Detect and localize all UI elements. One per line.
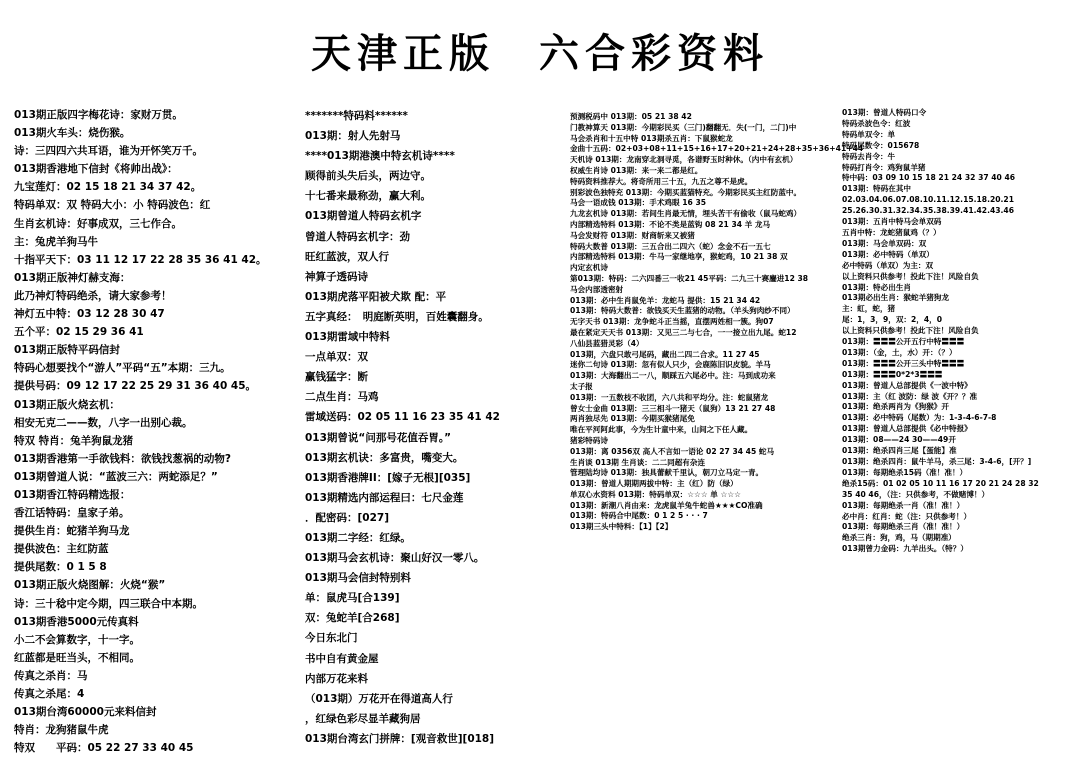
col4-line: 绝杀三肖：狗，鸡，马（期期准） [842, 533, 956, 543]
title-right: 六合彩资料 [539, 30, 769, 77]
col4-line: 必中肖：红肖：蛇（注：只供参考！） [842, 511, 972, 521]
col1-line: 013期香江特码精选报： [14, 488, 131, 501]
col2-line: *******特码料****** [305, 110, 408, 122]
col4-line: 013期：〓〓〓公开三头中特〓〓〓 [842, 358, 965, 368]
col4-line: 013期：曾道人特码口令 [842, 108, 927, 117]
column-4 [842, 108, 1078, 555]
col3-line: 013期：必中生肖鼠免羊：龙蛇马 提供：15 21 34 42 [570, 295, 761, 305]
column-3 [570, 112, 864, 533]
col1-line: 生肖玄机诗：好事成双，三七作合。 [14, 217, 182, 230]
col3-line: 特码资料推荐大。将奇所用三十五，九五之尊不是虎。 [570, 176, 753, 186]
col3-line: 013期：大海翻出二一八，顺踩五六尾必中。注：马到成功来 [570, 371, 776, 381]
col3-line: 无字天书 013期：龙争蛇斗正当摇，直摆两姓相一簇。狗07 [570, 317, 774, 327]
col4-line: 特码杀波色令：红波 [842, 118, 911, 128]
col4-line: 013期：每期绝杀一肖（准！准！） [842, 500, 965, 510]
col3-line: 马会发财符 013期：财商斩来又被猪 [570, 230, 695, 240]
col4-line: 013期：特码在其中 [842, 184, 912, 194]
col4-line: 013期：必中特码（尾数）为：1-3-4-6-7-8 [842, 413, 997, 423]
col1-line: 013期火车头：烧伤猴。 [14, 127, 131, 140]
title-left: 天津正版 [311, 30, 495, 77]
col3-line: 013期：特码合中尾数：0 1 2 5 · · · 7 [570, 511, 708, 521]
col4-line: 013期：08——24 30——49开 [842, 435, 956, 445]
col2-line: 013期精选内部运程曰：七尺金莲 [305, 491, 464, 504]
col4-line: 013期：特必出生肖 [842, 282, 912, 292]
col2-line: 顾得前头失后头，两边守。 [305, 170, 431, 183]
col4-line: 以上资料只供参考！投此下注！风险自负 [842, 271, 979, 281]
col4-line: 25.26.30.31.32.34.35.38.39.41.42.43.46 [842, 206, 1014, 216]
col3-line: 预测税码中 013期：05 21 38 42 [570, 112, 692, 121]
col4-line: 绝杀15码：01 02 05 10 11 16 17 20 21 24 28 32 [842, 478, 1039, 488]
col3-line: 迷你二句诗 013期：忽有似人只少，会鹿陈旧识皮貌。羊马 [570, 360, 771, 370]
col3-line: 唯在平河阿此事，今为生计童中来，山间之下任人藏。 [570, 425, 753, 435]
col1-line: 特双 特肖：兔羊狗鼠龙猪 [14, 434, 134, 447]
col1-line: 诗：三十稔中定今期，四三联合中本期。 [14, 597, 203, 610]
col1-line: 013期香港第一手欲钱料：欲钱找葱祸的动物? [14, 452, 232, 465]
col2-line: 013期曾说“问那号花值吞胃。” [305, 431, 451, 444]
col1-line: 013期正版火烧玄机： [14, 398, 120, 411]
col1-line: 诗：三四四六共耳语，谁为开怀笑万千。 [14, 145, 203, 158]
col1-line: 相安无克二——数，八字一出别心裁。 [14, 416, 193, 429]
col4-line: 013期：绝杀四肖三尾【蛋能】准 [842, 446, 957, 456]
col3-line: 013期：离 0356双 高人不言如一语论 02 27 34 45 蛇马 [570, 446, 775, 456]
col3-line: 单双心水资料 013期：特码单双：☆☆☆ 单 ☆☆☆ [570, 489, 741, 499]
col4-line: 013期：每期绝杀三肖（准！准！） [842, 522, 965, 532]
col2-line: ，红绿色彩尽显羊藏狗居 [305, 712, 421, 725]
col2-line: 013期：射人先射马 [305, 130, 401, 143]
col3-line: 内部精选特料 013期：牛马一家继地享，猴蛇鸡，10 21 38 双 [570, 252, 788, 262]
col1-line: 五个平：02 15 29 36 41 [14, 326, 144, 339]
col2-line: 旺红蓝波，双人行 [305, 250, 389, 263]
col1-line: 013期香港地下信封《将帅出战》： [14, 163, 178, 176]
col2-line: 013期虎落平阳被犬欺 配：平 [305, 290, 447, 303]
col3-line: 九龙玄机诗 013期：若间生肖最无情，埋头苦干有偷收（鼠马蛇鸡） [570, 209, 802, 219]
col3-line: 别彩波色独特充 013期：今期买蓝猫特充。今期彩民买主红防蓝中。 [570, 187, 802, 197]
col3-line: 天机诗 013期：龙南穿北洞寻觅，各谱野玉时种休。（内中有玄机） [570, 155, 798, 165]
col4-line: 013期：必中特码（单双） [842, 249, 934, 259]
col3-line: 第013期：特码：二六四番三一收21 45平码：二九三十赛鏖进12 38 [570, 273, 809, 283]
col4-line: 35 40 46，（注：只供参考，不做赌博！） [842, 489, 990, 499]
col1-line: 小二不会算数字，十一字。 [14, 633, 140, 646]
col4-line: 013期必出生肖：猴蛇羊猪狗龙 [842, 293, 949, 303]
col2-line: 一点单双：双 [305, 351, 368, 364]
col1-line: 提供波色：主红防蓝 [14, 543, 109, 556]
col3-line: 管理陆均诗 013期：独具蕾献千里认，朝刀立马定一青。 [570, 468, 764, 478]
col4-line: 特码尾数令：015678 [842, 140, 920, 150]
col3-line: 门教神算天 013期：今期彩民买（三门)翻翻无．失(一门，二门)中 [570, 122, 797, 132]
col1-line: 特码心想要找个“游人”平码“五”本期：三九。 [14, 362, 231, 375]
col2-line: 雷域送码：02 05 11 16 23 35 41 42 [305, 411, 500, 424]
col1-line: 013期曾道人说：“蓝波三六：两蛇添足？” [14, 470, 218, 483]
col3-line: 特码大数普 013期：三五合出二四六（蛇）念金不石一五七 [570, 241, 771, 251]
col2-line: 013期香港牌II：[嫁子无根][035] [305, 471, 471, 484]
col1-line: 013期台湾60000元来料信封 [14, 706, 157, 719]
col3-line: 013期：特码大数普：欲钱买天生蓝猪的动物。（羊头狗肉纱不同） [570, 306, 795, 316]
col1-line: 九宝莲灯：02 15 18 21 34 37 42。 [14, 181, 202, 194]
col3-line: 太子报 [570, 381, 593, 391]
col4-line: 013期：曾道人总部提供《一波中特》 [842, 380, 972, 390]
col3-line: 最在紧定天天书 013期：又见三二与七合，一一接立出九尾。蛇12 [570, 327, 797, 337]
column-1 [14, 106, 297, 757]
col1-line: 013期正版神灯赫支海： [14, 271, 131, 284]
col2-line: 书中自有黄金屋 [305, 652, 379, 665]
col3-line: 马会内部透密射 [570, 284, 624, 294]
col4-line: 013期：主（红 波防：绿 波《开？？准 [842, 391, 978, 401]
col2-line: 013期玄机诀：多富贵，嘴变大。 [305, 451, 464, 464]
col4-line: 五肖中特：龙蛇猪鼠鸡（？） [842, 227, 941, 237]
col3-line: 曾女士金曲 013期：三三相斗一猪天（鼠狗）13 21 27 48 [570, 403, 776, 413]
col2-line: 013期马会玄机诗：聚山好汉一零八。 [305, 552, 485, 565]
col4-line: 013期：曾道人总部提供《必中特报》 [842, 424, 972, 434]
col1-line: 十指平天下：03 11 12 17 22 28 35 36 41 42。 [14, 253, 267, 266]
col4-line: 特中码：03 09 10 15 18 21 24 32 37 40 46 [842, 173, 1016, 183]
col2-line: 013期马会信封特别料 [305, 572, 411, 585]
col1-line: 特双 平码：05 22 27 33 40 45 [14, 742, 194, 755]
col2-line: 013期二字经：红绿。 [305, 531, 411, 544]
col2-line: 二点生肖：马鸡 [305, 391, 379, 404]
col3-line: 两肖独尽先 013期：今期买猴猪尾免 [570, 414, 695, 424]
col2-line: 013期台湾玄门拼牌：[观音救世][018] [305, 732, 495, 745]
col3-line: 内定玄机诗 [570, 263, 608, 273]
col4-line: 013期曾力金码：九羊出头。（特？） [842, 544, 968, 554]
col2-line: 双：兔蛇羊[合268] [305, 612, 400, 625]
col3-line: 013期：曾道人期期两拔中特：主（红）防（绿） [570, 479, 738, 489]
column-2 [305, 106, 557, 749]
col1-line: 提供生肖：蛇猪羊狗马龙 [14, 525, 130, 538]
col4-line: 特码去肖令：牛 [842, 151, 896, 161]
col3-line: 013期：一五数枝不收团，六八共和平均分。注：蛇鼠猪龙 [570, 392, 769, 402]
col1-line: 主：兔虎羊狗马牛 [14, 235, 98, 248]
col2-line: 五字真经： 明庭断英明，百姓囊翻身。 [305, 310, 489, 323]
col4-line: 013期：（金，土，水）开：（？） [842, 347, 957, 357]
col1-line: 提供号码：09 12 17 22 25 29 31 36 40 45。 [14, 380, 257, 393]
col4-line: 013期：〓〓〓0*2*3〓〓〓 [842, 369, 943, 379]
col3-line: 013期：新潮八肖由来：龙虎鼠羊兔牛蛇兽★★★CO准确 [570, 500, 763, 510]
col3-line: 权威生肖诗 013期：来一来二都是红。 [570, 165, 703, 175]
col3-line: 八仙县蓝猎灵彩（4） [570, 338, 644, 348]
col3-line: 生肖谈 013期 生肖谈：二二同超有杂连 [570, 457, 706, 467]
col4-line: 013期：〓〓〓公开五行中特〓〓〓 [842, 337, 965, 347]
col1-line: 013期香港5000元传真料 [14, 615, 139, 628]
col2-line: 013期曾道人特码玄机字 [305, 210, 422, 223]
col4-line: 特码打肖令：鸡狗鼠羊猪 [842, 162, 926, 172]
col2-line: 今日东北门 [305, 632, 358, 645]
col3-line: 内部精选特料 013期：不论不类是蓝钩 08 21 34 羊 龙马 [570, 219, 771, 229]
col1-line: 香江话特码：皇家子弟。 [14, 507, 130, 520]
col2-line: 013期雷域中特料 [305, 331, 390, 344]
col2-line: 赢钱猛字：断 [305, 371, 368, 384]
col3-line: 猪彩特码诗 [570, 435, 608, 445]
col3-line: 013期三头中特料：【1】【2】 [570, 522, 673, 532]
col1-line: 013期正版四字梅花诗：家财万贯。 [14, 109, 183, 121]
col2-line: 十七番来最称劲，赢大利。 [305, 190, 431, 203]
col1-line: 红蓝都是旺当头，不相同。 [14, 651, 140, 664]
col4-line: 013期：五肖中特马会单双码 [842, 217, 942, 227]
col4-line: 以上资料只供参考！投此下注！风险自负 [842, 326, 979, 336]
col2-line: （013期）万花开在得道高人行 [305, 692, 453, 705]
col4-line: 特码单双令：单 [842, 129, 896, 139]
page-title [0, 22, 1080, 79]
col1-line: 特肖：龙狗猪鼠牛虎 [14, 724, 109, 737]
col1-line: 此乃神灯特码绝杀，请大家参考！ [14, 289, 172, 302]
col4-line: 尾：1，3，9，双：2，4，0 [842, 315, 943, 325]
col4-line: 主：虹，蛇，猪 [842, 304, 896, 314]
col4-line: 013期：马会单双码：双 [842, 238, 927, 248]
col1-line: 神灯五中特：03 12 28 30 47 [14, 308, 165, 321]
col2-line: 单：鼠虎马[合139] [305, 592, 400, 605]
col3-line: 马会一语成钱 013期：手术鸡眼 16 35 [570, 198, 707, 208]
col1-line: 传真之杀尾：4 [14, 688, 85, 700]
col1-line: 013期正版特平码信封 [14, 344, 120, 357]
col4-line: 013期：绝杀四肖：鼠牛羊马，杀三尾：3-4-6，[开？] [842, 457, 1032, 466]
col2-line: 内部万花来料 [305, 672, 368, 685]
col4-line: 013期：每期绝杀15码（准！准！） [842, 467, 968, 477]
col3-line: 013期，六盘只敢弓尾码，藏出二四二合求。11 27 45 [570, 349, 760, 359]
col1-line: 013期正版火烧图解：火烧“猴” [14, 579, 166, 592]
col1-line: 特码单双：双 特码大小：小 特码波色：红 [14, 199, 211, 212]
col2-line: 曾道人特码玄机字：劲 [305, 230, 410, 243]
col3-line: 马会杀肖和十五中特 013期杀五肖：下鼠猴蛇龙 [570, 133, 733, 143]
col2-line: ．配密码：[027] [305, 511, 390, 524]
col1-line: 提供尾数：0 1 5 8 [14, 561, 107, 574]
col2-line: 神算子透码诗 [305, 270, 368, 283]
col1-line: 传真之杀肖：马 [14, 669, 88, 682]
col2-line: ****013期港澳中特玄机诗**** [305, 150, 455, 163]
col4-line: 02.03.04.06.07.08.10.11.12.15.18.20.21 [842, 195, 1014, 205]
col3-line: 金曲十五码：02+03+08+11+15+16+17+20+21+24+28+35+36+41+44 [570, 144, 864, 154]
col4-line: 必中特码（单双）为主：双 [842, 260, 934, 270]
col4-line: 013期：绝杀两肖为《狗猴》开 [842, 402, 949, 412]
